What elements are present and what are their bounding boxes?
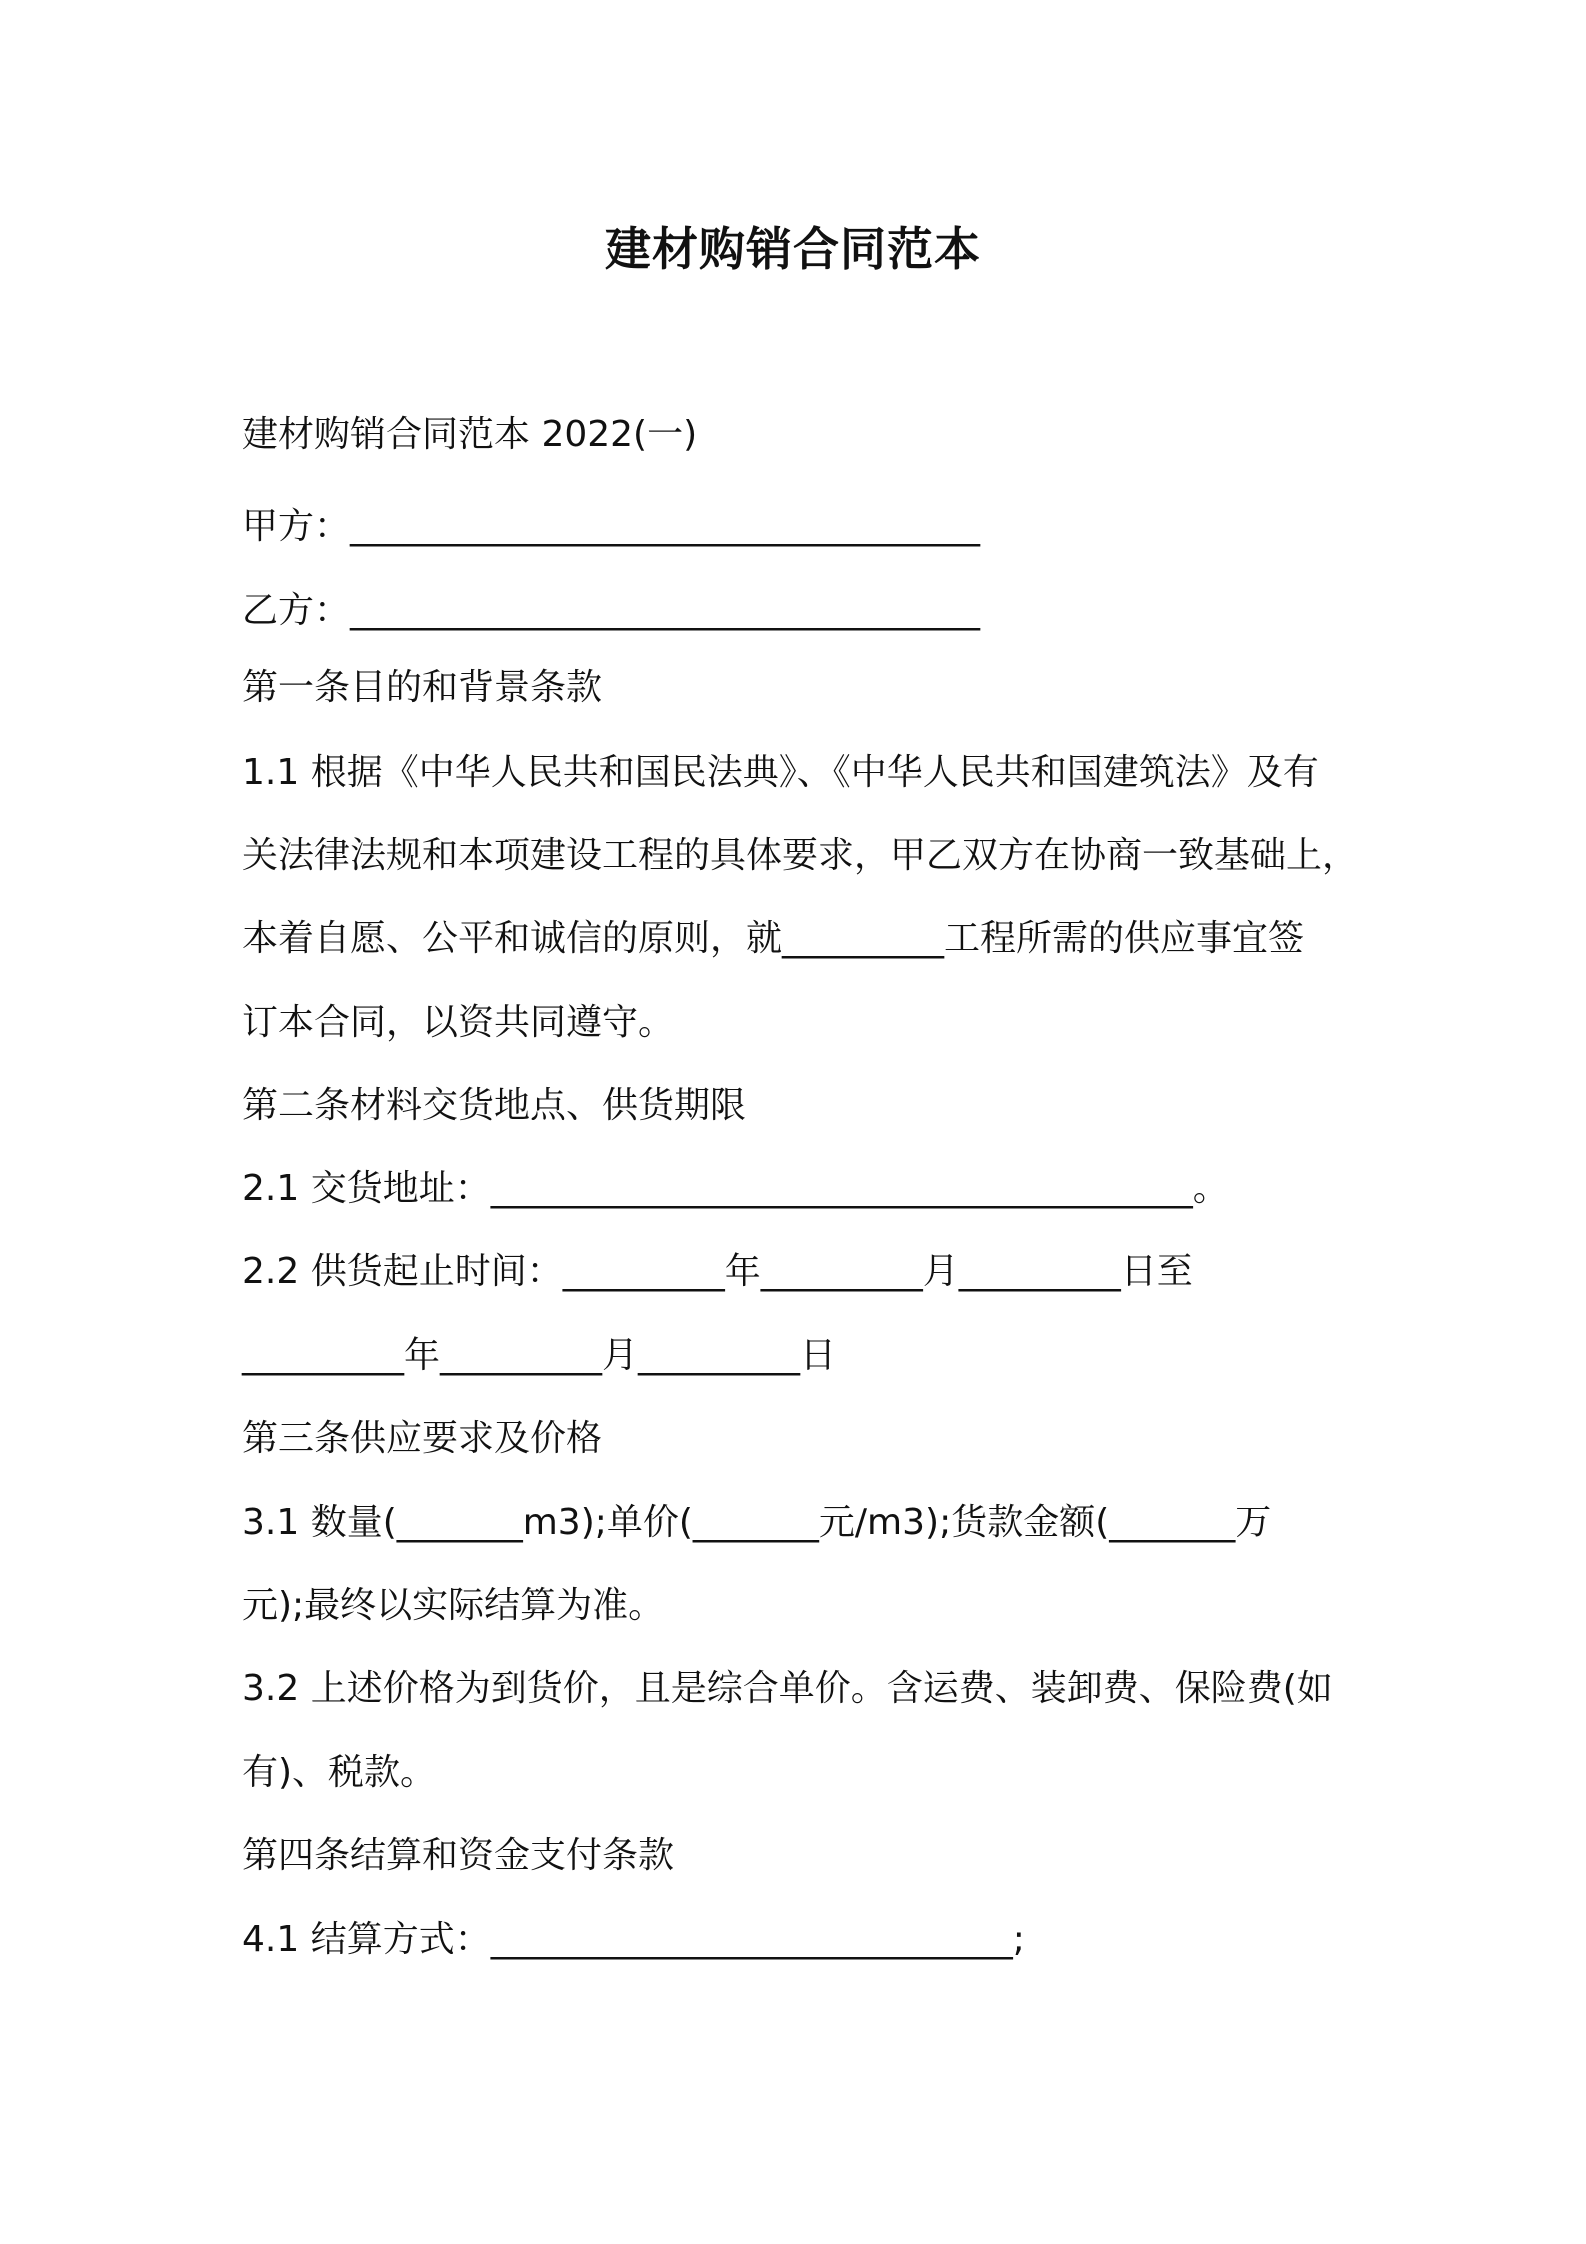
clause-4-1: 4.1 结算方式：_____________________________;: [242, 1919, 1025, 1960]
clause-2-2-line-1: 2.2 供货起止时间：_________年_________月_________日至: [242, 1251, 1193, 1292]
clause-3-1-line-2: 元);最终以实际结算为准。: [242, 1585, 665, 1626]
clause-3-1-line-1: 3.1 数量(_______m3);单价(_______元/m3);货款金额(_______万: [242, 1502, 1272, 1543]
clause-2-1: 2.1 交货地址：_______________________________________。: [242, 1168, 1229, 1209]
article-4-heading: 第四条结算和资金支付条款: [242, 1835, 675, 1876]
article-2-heading: 第二条材料交货地点、供货期限: [242, 1085, 747, 1126]
party-b-line: 乙方：___________________________________: [242, 590, 981, 631]
clause-1-1-line-2: 关法律法规和本项建设工程的具体要求，甲乙双方在协商一致基础上，: [242, 835, 1359, 876]
clause-1-1-line-3: 本着自愿、公平和诚信的原则，就_________工程所需的供应事宜签: [242, 918, 1305, 959]
clause-1-1-line-1: 1.1 根据《中华人民共和国民法典》、《中华人民共和国建筑法》及有: [242, 752, 1319, 793]
clause-3-2-line-1: 3.2 上述价格为到货价，且是综合单价。含运费、装卸费、保险费(如: [242, 1668, 1333, 1709]
document-title: 建材购销合同范本: [605, 222, 981, 276]
article-1-heading: 第一条目的和背景条款: [242, 667, 603, 708]
clause-3-2-line-2: 有)、税款。: [242, 1752, 437, 1793]
article-3-heading: 第三条供应要求及价格: [242, 1418, 603, 1459]
clause-1-1-line-4: 订本合同，以资共同遵守。: [242, 1002, 675, 1043]
clause-2-2-line-2: _________年_________月_________日: [242, 1335, 836, 1376]
party-a-line: 甲方：___________________________________: [242, 506, 981, 547]
document-subtitle: 建材购销合同范本 2022(一): [242, 414, 698, 455]
